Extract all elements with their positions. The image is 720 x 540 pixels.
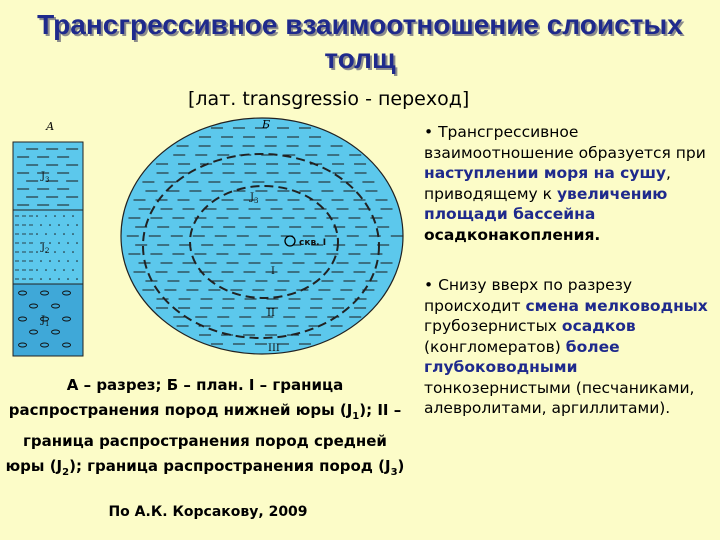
figure-caption: А – разрез; Б – план. I – граница распространения пород нижней юры $(J_1)$; II – граница распространения пород средней юры $(J_2)$; граница распространения пород $(J_3)$ — [5, 376, 405, 478]
sand-dot — [40, 260, 42, 262]
sand-dot — [63, 215, 65, 217]
sand-dot — [67, 242, 69, 244]
column-layer-label: $J_3$ — [41, 171, 50, 184]
sand-dot — [67, 224, 69, 226]
sand-dot — [40, 278, 42, 280]
sand-dot — [45, 215, 47, 217]
column-layer-j3 — [13, 142, 83, 210]
bullet-transgression-definition: • Трансгрессивное взаимоотношение образуется при наступлении моря на сушу, приводящему к увеличению площади бассейна осадконакопления. — [424, 123, 706, 244]
column-layer-j1 — [13, 284, 83, 356]
sand-dot — [45, 269, 47, 271]
bullet-list — [424, 122, 714, 419]
sand-dot — [76, 224, 78, 226]
sand-dot — [72, 233, 74, 235]
sand-dot — [76, 260, 78, 262]
sand-dot — [72, 215, 74, 217]
latin-etymology: [лат. transgressio - переход] — [188, 88, 470, 110]
sand-dot — [49, 242, 51, 244]
sand-dot — [76, 242, 78, 244]
transgression-figure — [0, 108, 412, 370]
boundary-i-label: I — [271, 266, 275, 277]
sand-dot — [72, 269, 74, 271]
sand-dot — [58, 278, 60, 280]
sand-dot — [40, 224, 42, 226]
well-marker — [285, 236, 295, 246]
sand-dot — [36, 233, 38, 235]
sand-dot — [36, 251, 38, 253]
sand-dot — [76, 278, 78, 280]
sand-dot — [49, 224, 51, 226]
sand-dot — [36, 269, 38, 271]
sand-dot — [49, 260, 51, 262]
sand-dot — [72, 251, 74, 253]
sand-dot — [54, 269, 56, 271]
sand-dot — [54, 233, 56, 235]
well-label: скв. I — [299, 238, 327, 248]
boundary-ii-label: II — [267, 308, 275, 319]
label-b: Б — [262, 118, 271, 131]
sand-dot — [63, 251, 65, 253]
column-layer-j2 — [13, 210, 83, 284]
boundary-iii-label: III — [268, 343, 280, 354]
sand-dot — [58, 224, 60, 226]
sand-dot — [67, 278, 69, 280]
sand-dot — [45, 233, 47, 235]
sand-dot — [63, 233, 65, 235]
plan-j3-label: $J_3$ — [250, 192, 259, 205]
sand-dot — [58, 242, 60, 244]
sand-dot — [58, 260, 60, 262]
figure-credit: По А.К. Корсакову, 2009 — [108, 504, 308, 520]
sand-dot — [67, 260, 69, 262]
column-layer-label: $J_2$ — [41, 242, 50, 255]
sand-dot — [49, 278, 51, 280]
label-a: А — [46, 120, 55, 133]
sand-dot — [54, 215, 56, 217]
plan-view — [121, 118, 403, 354]
sand-dot — [36, 215, 38, 217]
bullet-section-change: • Снизу вверх по разрезу происходит смена мелководных грубозернистых осадков (конгломератов) более глубоководными тонкозернистыми (песчаниками, алевролитами, аргиллитами). — [424, 276, 708, 417]
slide-title: Трансгрессивное взаимоотношение слоистых толщ — [37, 9, 683, 74]
sand-dot — [63, 269, 65, 271]
sand-dot — [54, 251, 56, 253]
column-layer-label: $J_1$ — [41, 315, 50, 328]
